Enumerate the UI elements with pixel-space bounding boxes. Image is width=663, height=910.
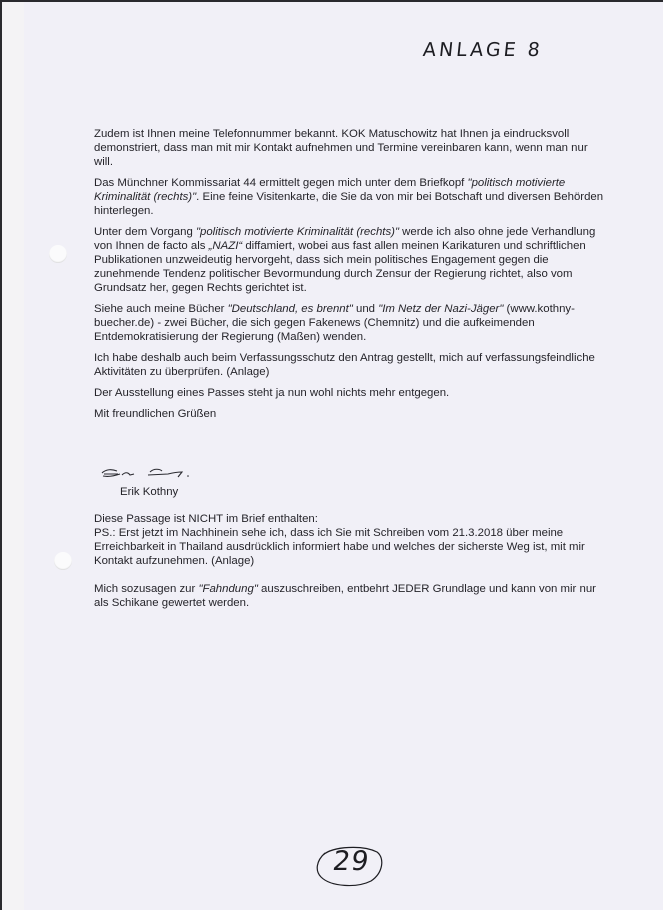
- postscript-block: [94, 512, 609, 610]
- paragraph-proceedings: [94, 225, 609, 295]
- punch-hole-top: [49, 245, 67, 263]
- closing-salutation: Mit freundlichen Grüßen: [94, 408, 217, 420]
- postscript-text: PS.: Erst jetzt im Nachhinein sehe ich, dass ich Sie mit Schreiben vom 21.3.2018 über meine Erreichbarkeit in Thailand ausdrücklich informiert habe und welches der sicherste Weg ist, mit mir Kontakt aufzunehmen. (Anlage): [94, 527, 585, 567]
- paragraph-books: [94, 302, 609, 344]
- italic-quote: "politisch motivierte Kriminalität (rechts)": [94, 177, 566, 203]
- text-segment: Mich sozusagen zur: [94, 583, 199, 595]
- page-margin-strip: [2, 2, 24, 910]
- text-segment: auszuschreiben, entbehrt JEDER Grundlage und kann von mir nur als Schikane gewertet werden.: [94, 583, 596, 609]
- text-segment: Unter dem Vorgang: [94, 226, 196, 238]
- letter-body: [94, 127, 609, 428]
- postscript-note: Diese Passage ist NICHT im Brief enthalten:: [94, 513, 318, 525]
- text-segment: und: [352, 303, 379, 315]
- italic-book-title: "Deutschland, es brennt": [227, 303, 353, 315]
- text-segment: . Eine feine Visitenkarte, die Sie da von mir bei Botschaft und diversen Behörden hinterlegen.: [94, 191, 604, 217]
- text-segment: Das Münchner Kommissariat 44 ermittelt gegen mich unter dem Briefkopf: [94, 177, 468, 189]
- text-segment: Siehe auch meine Bücher: [94, 303, 228, 315]
- punch-hole-bottom: [54, 552, 72, 570]
- paragraph-commissariat: [94, 176, 609, 218]
- paragraph-passport: Der Ausstellung eines Passes steht ja nun wohl nichts mehr entgegen.: [94, 387, 450, 399]
- italic-quote: "Fahndung": [198, 583, 258, 595]
- signer-name: Erik Kothny: [120, 486, 179, 498]
- text-segment: (www.kothny-buecher.de) - zwei Bücher, die sich gegen Fakenews (Chemnitz) und die aufkeimenden Entdemokratisierung der Regierung (Maßen) wenden.: [94, 303, 575, 343]
- text-segment: diffamiert, wobei aus fast allen meinen Karikaturen und schriftlichen Publikationen unzweideutig hervorgeht, dass sich mein politisches Engagement gegen die zunehmende Tendenz politischer Bevormundung durch Zensur der Regierung richtet, also vom Grundsatz her, gegen Rechts gerichtet ist.: [94, 240, 586, 294]
- page-number-handwritten: 29: [330, 846, 372, 877]
- annex-label-handwritten: ANLAGE 8: [421, 39, 544, 61]
- italic-book-title: "Im Netz der Nazi-Jäger": [378, 303, 504, 315]
- handwritten-signature: [100, 464, 210, 480]
- paragraph-wanted-notice: [94, 582, 609, 610]
- text-segment: werde ich also ohne jede Verhandlung von Ihnen de facto als: [94, 226, 596, 252]
- paragraph-verfassungsschutz: Ich habe deshalb auch beim Verfassungsschutz den Antrag gestellt, mich auf verfassungsfeindliche Aktivitäten zu überprüfen. (Anlage): [94, 352, 595, 378]
- italic-quote: „NAZI“: [208, 240, 243, 252]
- italic-quote: "politisch motivierte Kriminalität (rechts)": [195, 226, 399, 238]
- paragraph-phone-contact: Zudem ist Ihnen meine Telefonnummer bekannt. KOK Matuschowitz hat Ihnen ja eindrucksvoll demonstriert, dass man mit mir Kontakt aufnehmen und Termine vereinbaren kann, wenn man nur will.: [94, 128, 588, 168]
